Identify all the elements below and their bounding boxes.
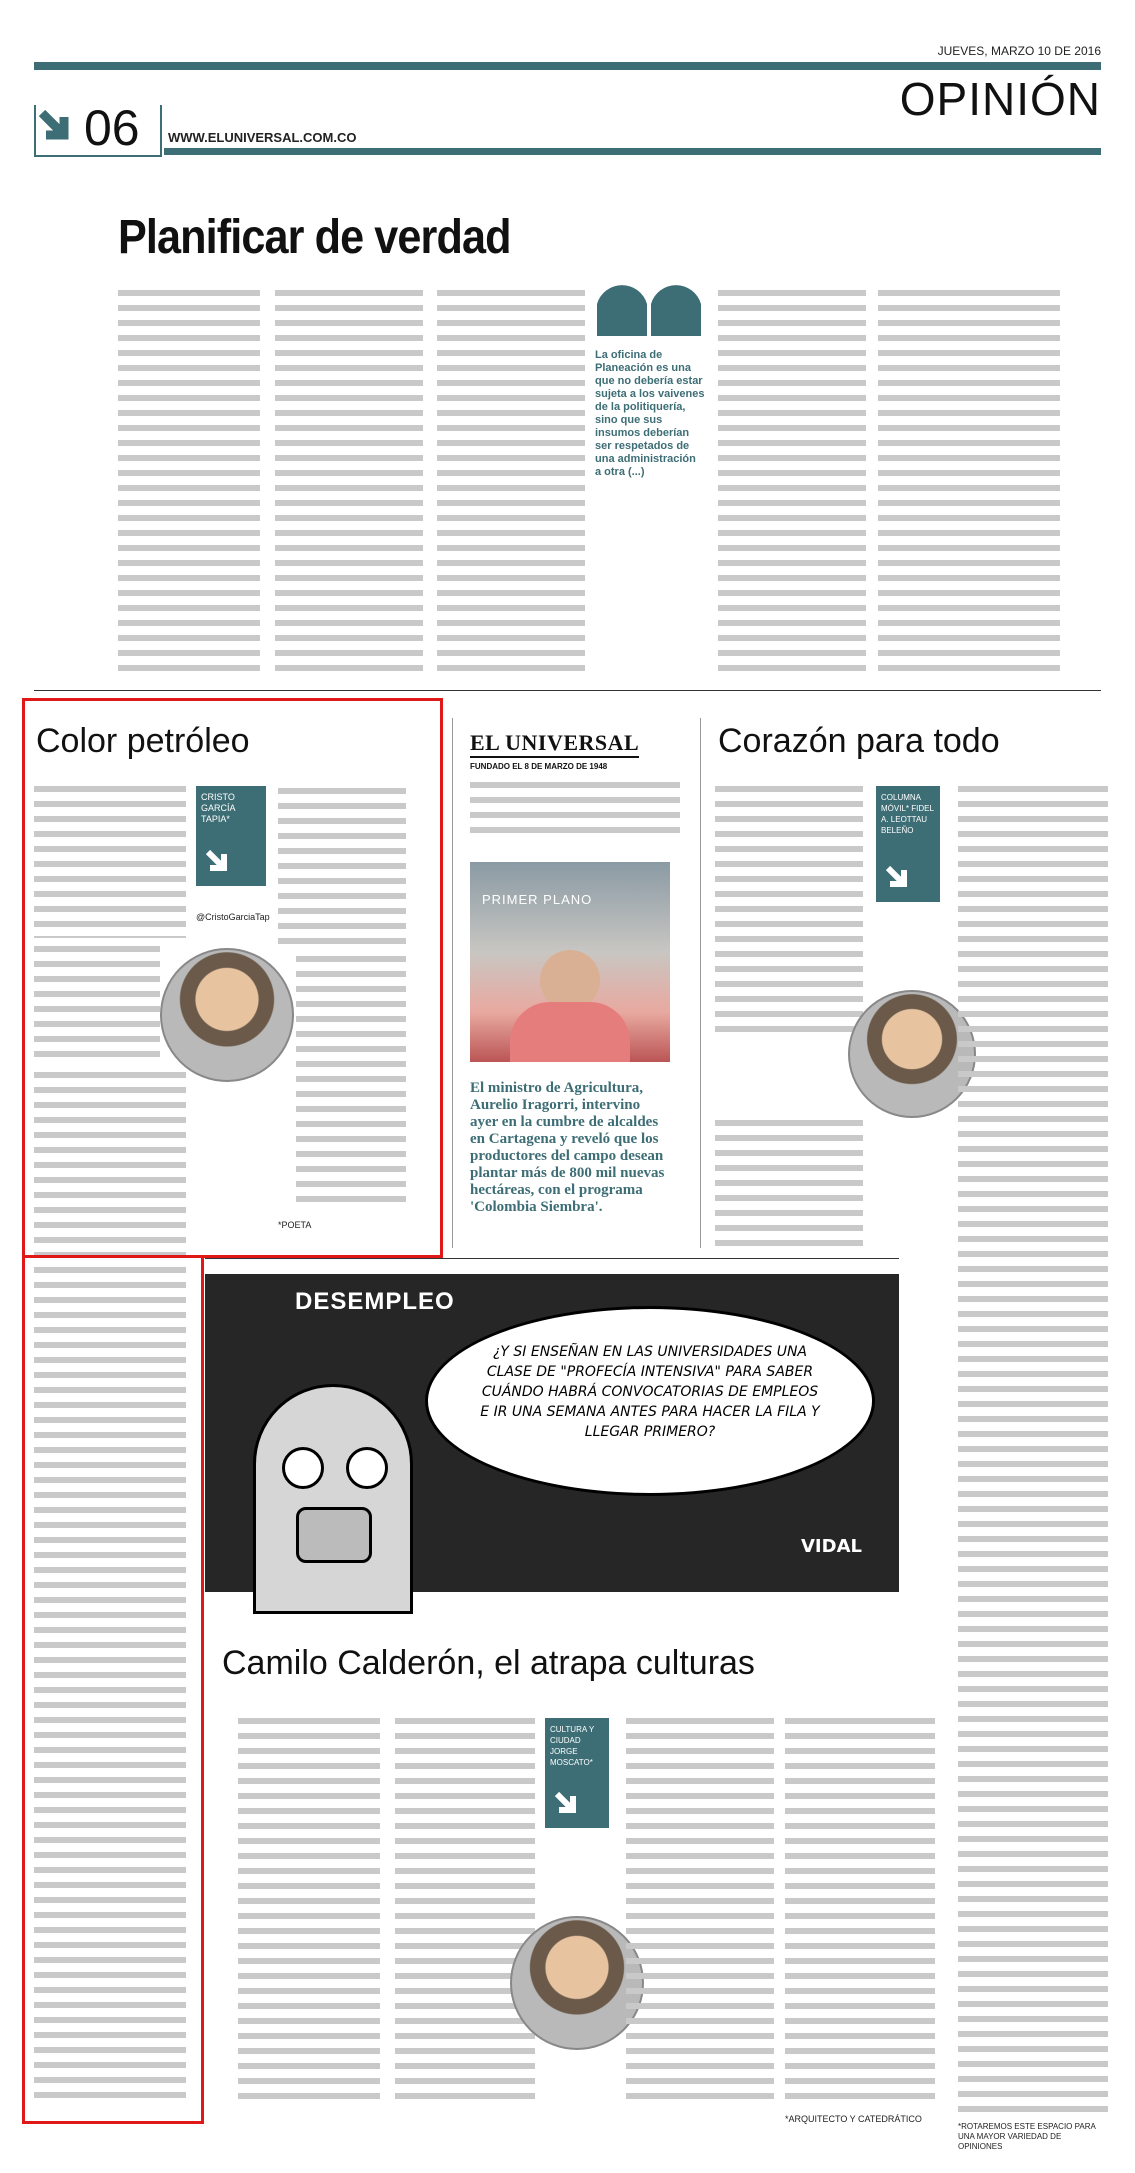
cartoon-eye-left — [282, 1447, 324, 1489]
right-author-tag — [876, 786, 940, 902]
issue-date: JUEVES, MARZO 10 DE 2016 — [937, 44, 1101, 58]
left-author-handle[interactable]: @CristoGarciaTap — [196, 912, 270, 922]
right-col-text-b — [958, 786, 1108, 2116]
primer-plano-photo — [470, 862, 670, 1062]
header-rule-bottom — [164, 148, 1101, 155]
left-center-divider — [452, 718, 453, 1248]
right-author-portrait — [848, 990, 976, 1118]
cartoon-mouth — [296, 1507, 372, 1563]
primer-plano-label: PRIMER PLANO — [482, 892, 593, 907]
masthead-staff — [470, 782, 680, 836]
editorial-text-col-2 — [275, 290, 423, 672]
right-column-title: Corazón para todo — [718, 722, 1000, 760]
pullquote-text: La oficina de Planeación es una que no debería estar sujeta a los vaivenes de la politiquería, sino que sus insumos deberían ser respetados de una administración a otra (...) — [595, 349, 705, 478]
section-title: OPINIÓN — [899, 73, 1101, 125]
cartoon-panel — [205, 1274, 899, 1592]
left-column-title: Color petróleo — [36, 722, 250, 760]
bottom-text-col-4 — [785, 1718, 935, 2104]
arrow-down-right-icon — [884, 864, 914, 894]
cartoon-label: DESEMPLEO — [295, 1288, 455, 1315]
arrow-down-right-icon — [38, 109, 78, 151]
left-author-tag-text: CRISTO GARCÍA TAPIA* — [201, 792, 236, 824]
editorial-text-col-1 — [118, 290, 260, 672]
left-col-footnote: *POETA — [278, 1220, 312, 1230]
arrow-down-right-icon — [553, 1790, 583, 1820]
cartoon-eye-right — [346, 1447, 388, 1489]
cartoon-signature: VIDAL — [801, 1536, 862, 1557]
bottom-author-tag — [545, 1718, 609, 1828]
masthead-name: EL UNIVERSAL — [470, 730, 639, 758]
editorial-text-col-5 — [878, 290, 1060, 672]
right-col-text-a-bottom — [715, 1120, 863, 1248]
page-number: 06 — [84, 100, 140, 156]
bottom-author-tag-text: CULTURA Y CIUDAD JORGE MOSCATO* — [550, 1725, 595, 1767]
cartoon-top-rule — [205, 1258, 899, 1259]
editorial-divider — [34, 690, 1101, 691]
bottom-text-col-1 — [238, 1718, 380, 2104]
editorial-title: Planificar de verdad — [118, 211, 511, 264]
bottom-text-col-2 — [395, 1718, 535, 2104]
highlight-frame-top — [22, 698, 443, 1258]
minister-shirt — [510, 1002, 630, 1062]
bottom-author-portrait — [510, 1916, 644, 2050]
right-col-text-a — [715, 786, 863, 1034]
website-link[interactable]: WWW.ELUNIVERSAL.COM.CO — [168, 130, 357, 145]
masthead-founded: FUNDADO EL 8 DE MARZO DE 1948 — [470, 762, 608, 771]
center-right-divider — [700, 718, 701, 1248]
quote-marks-icon — [595, 280, 705, 338]
cartoon-speech-text: ¿Y SI ENSEÑAN EN LAS UNIVERSIDADES UNA CLASE DE "PROFECÍA INTENSIVA" PARA SABER CUÁNDO HABRÁ CONVOCATORIAS DE EMPLEOS E IR UNA SEMANA ANTES PARA HACER LA FILA Y LLEGAR PRIMERO? — [480, 1344, 820, 1440]
pullquote-box — [595, 280, 705, 500]
bottom-text-col-3 — [626, 1718, 774, 2104]
editorial-text-col-3 — [437, 290, 585, 672]
bottom-col-footnote: *ARQUITECTO Y CATEDRÁTICO — [785, 2114, 922, 2124]
cartoon-character — [253, 1384, 413, 1614]
editorial-text-col-4 — [718, 290, 866, 672]
right-author-tag-text: COLUMNA MÓVIL* FIDEL A. LEOTTAU BELEÑO — [881, 793, 934, 835]
minister-figure — [540, 950, 600, 1010]
right-col-footnote: *ROTAREMOS ESTE ESPACIO PARA UNA MAYOR VARIEDAD DE OPINIONES — [958, 2122, 1096, 2151]
page-number-block — [34, 100, 162, 157]
primer-plano-caption: El ministro de Agricultura, Aurelio Iragorri, intervino ayer en la cumbre de alcaldes en Cartagena y reveló que los productores del campo desean plantar más de 800 mil nuevas hectáreas, con el programa 'Colombia Siembra'. — [470, 1080, 665, 1215]
highlight-frame-bottom — [22, 1258, 204, 2124]
header-rule-top — [34, 62, 1101, 70]
bottom-column-title: Camilo Calderón, el atrapa culturas — [222, 1644, 755, 1682]
